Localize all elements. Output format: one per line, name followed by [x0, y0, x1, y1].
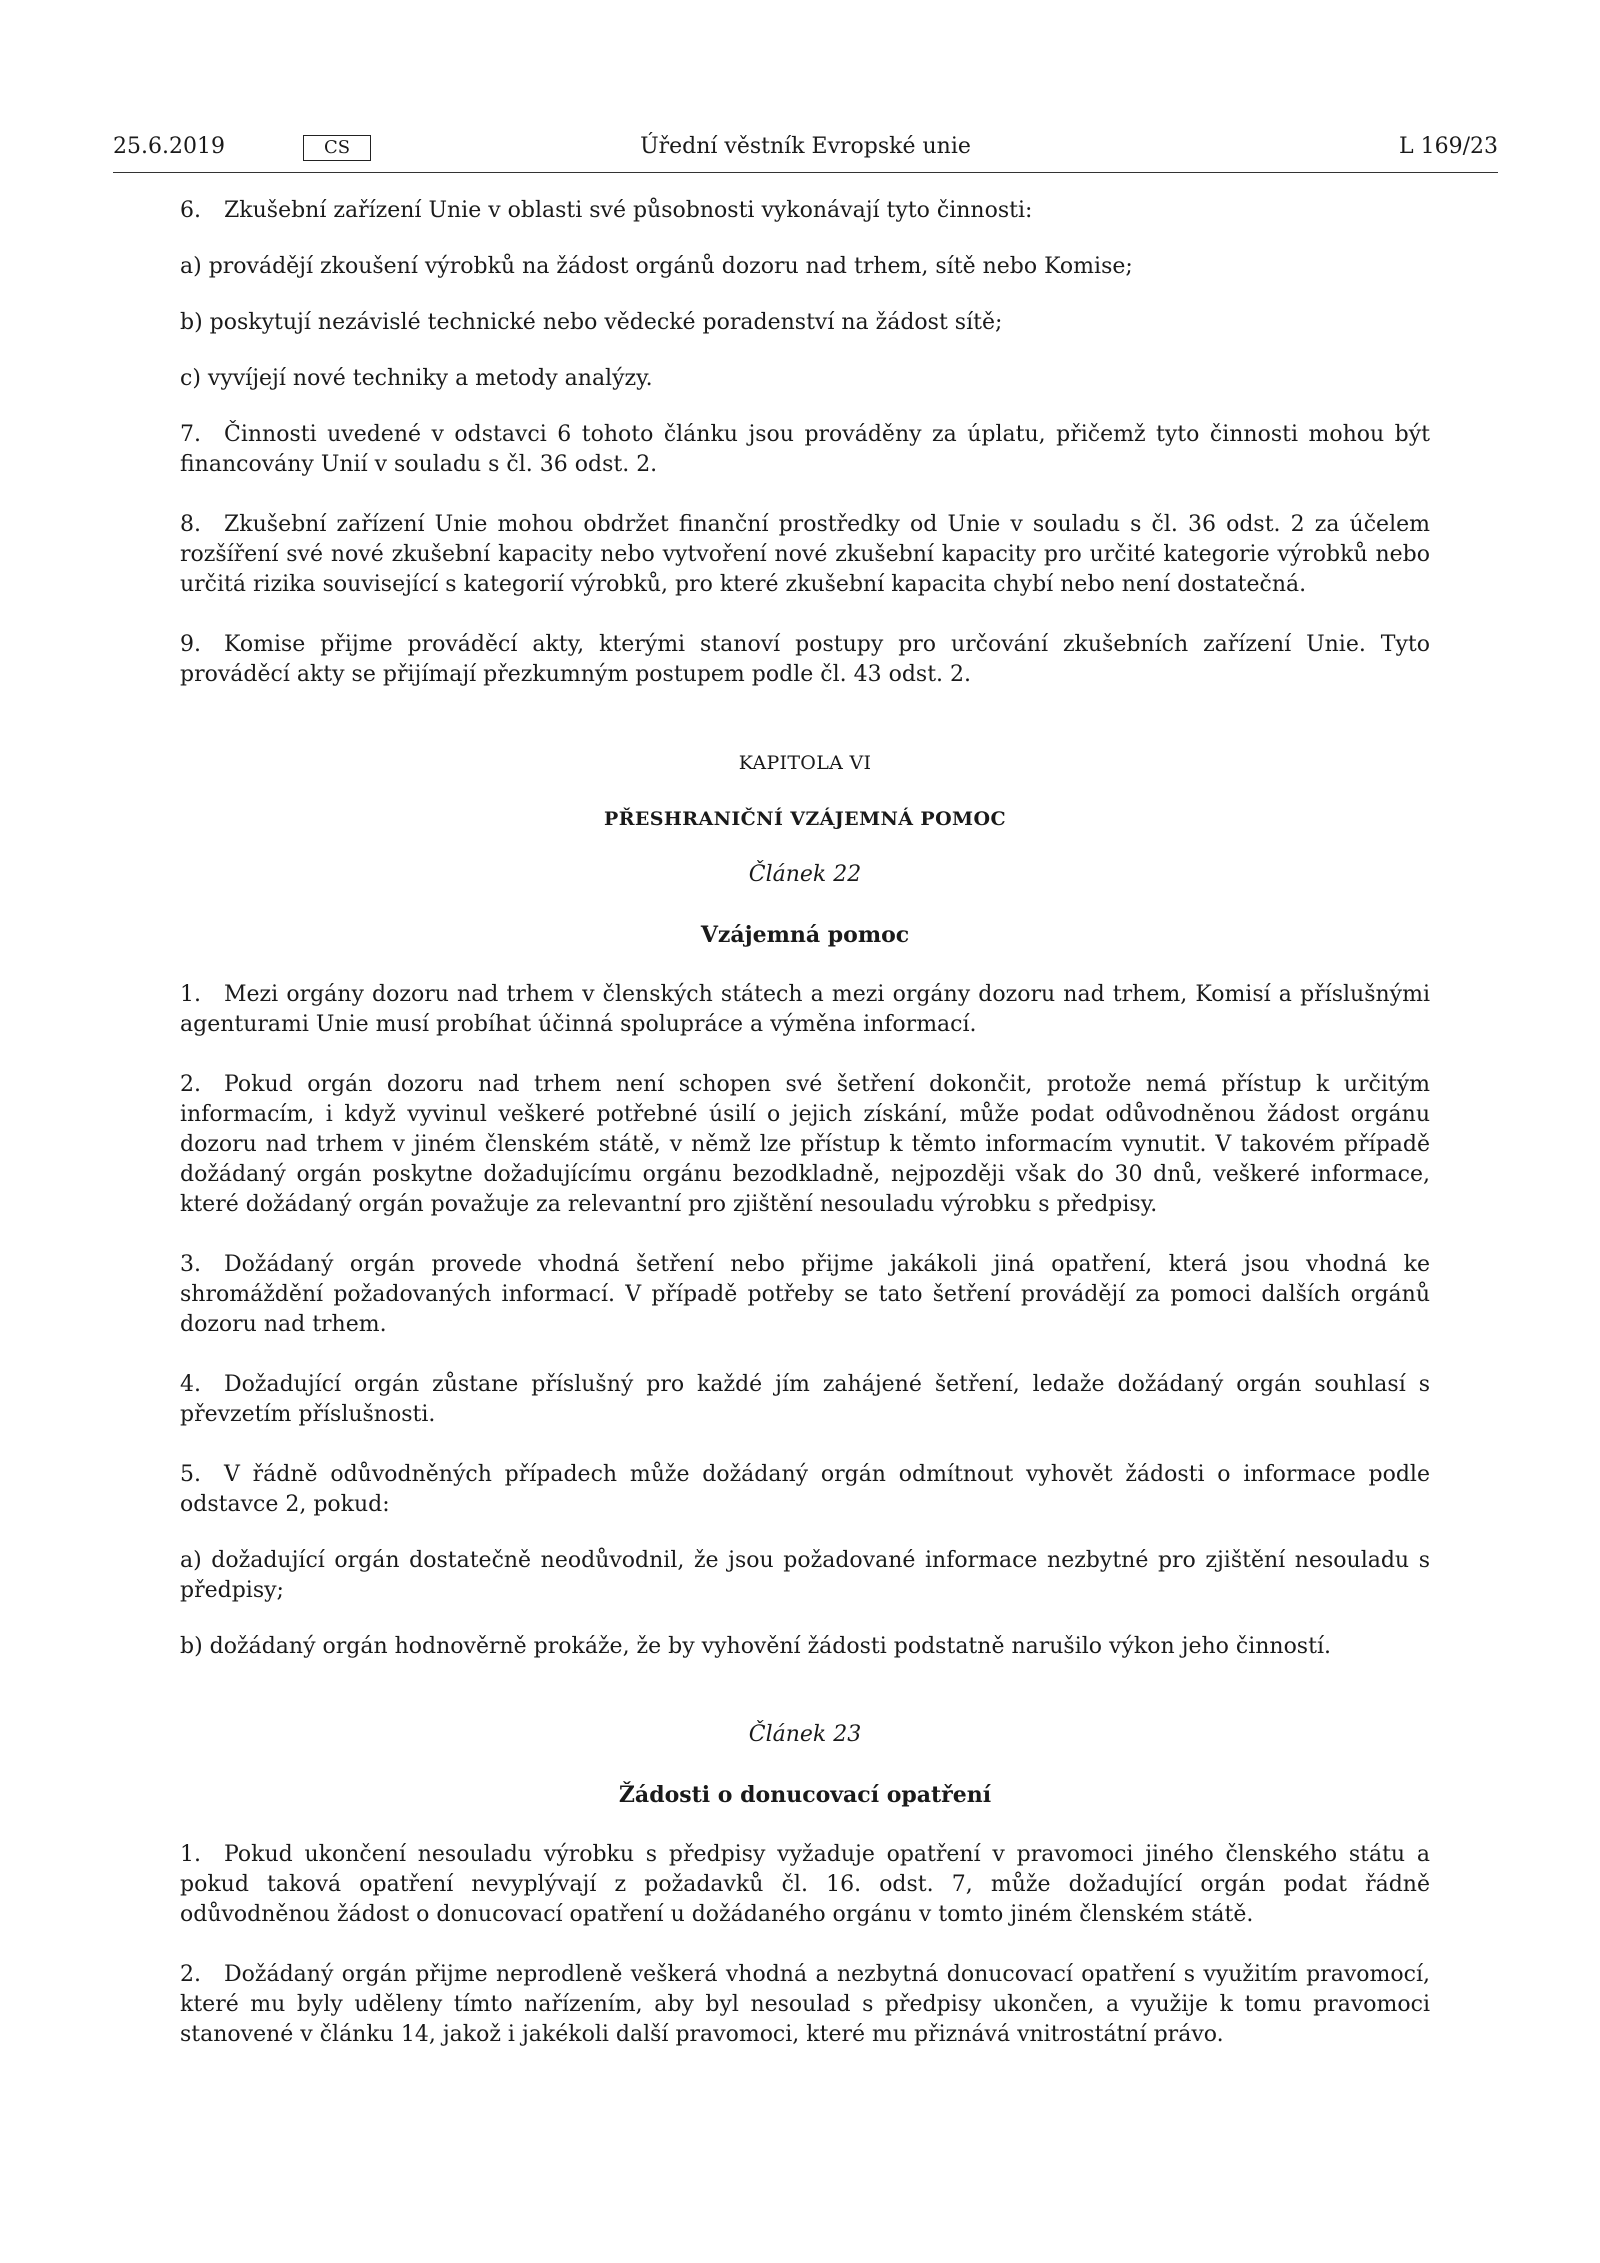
list-item-c: c) vyvíjejí nové techniky a metody analýzy. — [180, 366, 653, 391]
paragraph-number: 2. — [180, 1962, 201, 1987]
paragraph-number: 7. — [180, 422, 201, 447]
list-item-b: b) poskytují nezávislé technické nebo vědecké poradenství na žádost sítě; — [180, 310, 1003, 335]
paragraph-6 — [180, 196, 1430, 226]
article-23-number: Článek 23 — [748, 1722, 862, 1747]
page-number: L 169/23 — [1399, 134, 1498, 159]
chapter-label: KAPITOLA VI — [738, 752, 872, 774]
paragraph-number: 1. — [180, 982, 201, 1007]
publication-date: 25.6.2019 — [113, 134, 225, 159]
paragraph-text: Pokud orgán dozoru nad trhem není schopen své šetření dokončit, protože nemá přístup k určitým informacím, i když vyvinul veškeré potřebné úsilí o jejich získání, může podat odůvodněnou žádost orgánu dozoru nad trhem v jiném členském státě, v němž lze přístup k těmto informacím vynutit. V takovém případě dožádaný orgán poskytne dožadujícímu orgánu bezodkladně, nejpozději však do 30 dnů, veškeré informace, které dožádaný orgán považuje za relevantní pro zjištění nesouladu výrobku s předpisy. — [180, 1072, 1430, 1217]
paragraph-text: Dožádaný orgán přijme neprodleně veškerá vhodná a nezbytná donucovací opatření s využitím pravomocí, které mu byly uděleny tímto nařízením, aby byl nesoulad s předpisy ukončen, a využije k tomu pravomoci stanovené v článku 14, jakož i jakékoli další pravomoci, které mu přiznává vnitrostátní právo. — [180, 1962, 1430, 2047]
article-23-title: Žádosti o donucovací opatření — [618, 1782, 992, 1808]
article-22-paragraph-1 — [180, 980, 1430, 1040]
journal-title: Úřední věstník Evropské unie — [640, 134, 971, 159]
paragraph-number: 8. — [180, 512, 201, 537]
paragraph-7 — [180, 420, 1430, 480]
paragraph-8 — [180, 510, 1430, 600]
article-22-paragraph-5 — [180, 1460, 1430, 1520]
paragraph-number: 3. — [180, 1252, 201, 1277]
paragraph-number: 1. — [180, 1842, 201, 1867]
list-item-b: b) dožádaný orgán hodnověrně prokáže, že by vyhovění žádosti podstatně narušilo výkon jeho činností. — [180, 1634, 1331, 1659]
page-header — [113, 132, 1498, 173]
paragraph-text: Dožadující orgán zůstane příslušný pro každé jím zahájené šetření, ledaže dožádaný orgán souhlasí s převzetím příslušnosti. — [180, 1372, 1430, 1427]
paragraph-number: 5. — [180, 1462, 201, 1487]
article-22-number: Článek 22 — [748, 862, 862, 887]
paragraph-number: 2. — [180, 1072, 201, 1097]
paragraph-text: Zkušební zařízení Unie v oblasti své působnosti vykonávají tyto činnosti: — [224, 198, 1033, 223]
paragraph-text: Mezi orgány dozoru nad trhem v členských státech a mezi orgány dozoru nad trhem, Komisí a příslušnými agenturami Unie musí probíhat účinná spolupráce a výměna informací. — [180, 982, 1430, 1037]
paragraph-text: Komise přijme prováděcí akty, kterými stanoví postupy pro určování zkušebních zařízení Unie. Tyto prováděcí akty se přijímají přezkumným postupem podle čl. 43 odst. 2. — [180, 632, 1430, 687]
article-23-paragraph-2 — [180, 1960, 1430, 2050]
article-23-paragraph-1 — [180, 1840, 1430, 1930]
article-22-title: Vzájemná pomoc — [700, 922, 910, 948]
article-22-paragraph-2 — [180, 1070, 1430, 1220]
paragraph-text: Pokud ukončení nesouladu výrobku s předpisy vyžaduje opatření v pravomoci jiného členského státu a pokud taková opatření nevyplývají z požadavků čl. 16. odst. 7, může dožadující orgán podat řádně odůvodněnou žádost o donucovací opatření u dožádaného orgánu v tomto jiném členském státě. — [180, 1842, 1430, 1927]
paragraph-text: V řádně odůvodněných případech může dožádaný orgán odmítnout vyhovět žádosti o informace podle odstavce 2, pokud: — [180, 1462, 1430, 1517]
paragraph-text: Zkušební zařízení Unie mohou obdržet finanční prostředky od Unie v souladu s čl. 36 odst. 2 za účelem rozšíření své nové zkušební kapacity nebo vytvoření nové zkušební kapacity pro určité kategorie výrobků nebo určitá rizika související s kategorií výrobků, pro které zkušební kapacita chybí nebo není dostatečná. — [180, 512, 1430, 597]
paragraph-number: 9. — [180, 632, 201, 657]
language-badge: CS — [303, 135, 371, 161]
article-22-paragraph-4 — [180, 1370, 1430, 1430]
paragraph-text: Činnosti uvedené v odstavci 6 tohoto článku jsou prováděny za úplatu, přičemž tyto činnosti mohou být financovány Unií v souladu s čl. 36 odst. 2. — [180, 422, 1430, 477]
paragraph-9 — [180, 630, 1430, 690]
list-item-a: a) dožadující orgán dostatečně neodůvodnil, že jsou požadované informace nezbytné pro zjištění nesouladu s předpisy; — [180, 1548, 1430, 1603]
document-body — [180, 196, 1430, 2050]
list-item-a: a) provádějí zkoušení výrobků na žádost orgánů dozoru nad trhem, sítě nebo Komise; — [180, 254, 1133, 279]
paragraph-text: Dožádaný orgán provede vhodná šetření nebo přijme jakákoli jiná opatření, která jsou vhodná ke shromáždění požadovaných informací. V případě potřeby se tato šetření provádějí za pomoci dalších orgánů dozoru nad trhem. — [180, 1252, 1430, 1337]
article-22-paragraph-3 — [180, 1250, 1430, 1340]
paragraph-number: 6. — [180, 198, 201, 223]
chapter-title: PŘESHRANIČNÍ VZÁJEMNÁ POMOC — [604, 808, 1006, 830]
paragraph-number: 4. — [180, 1372, 201, 1397]
